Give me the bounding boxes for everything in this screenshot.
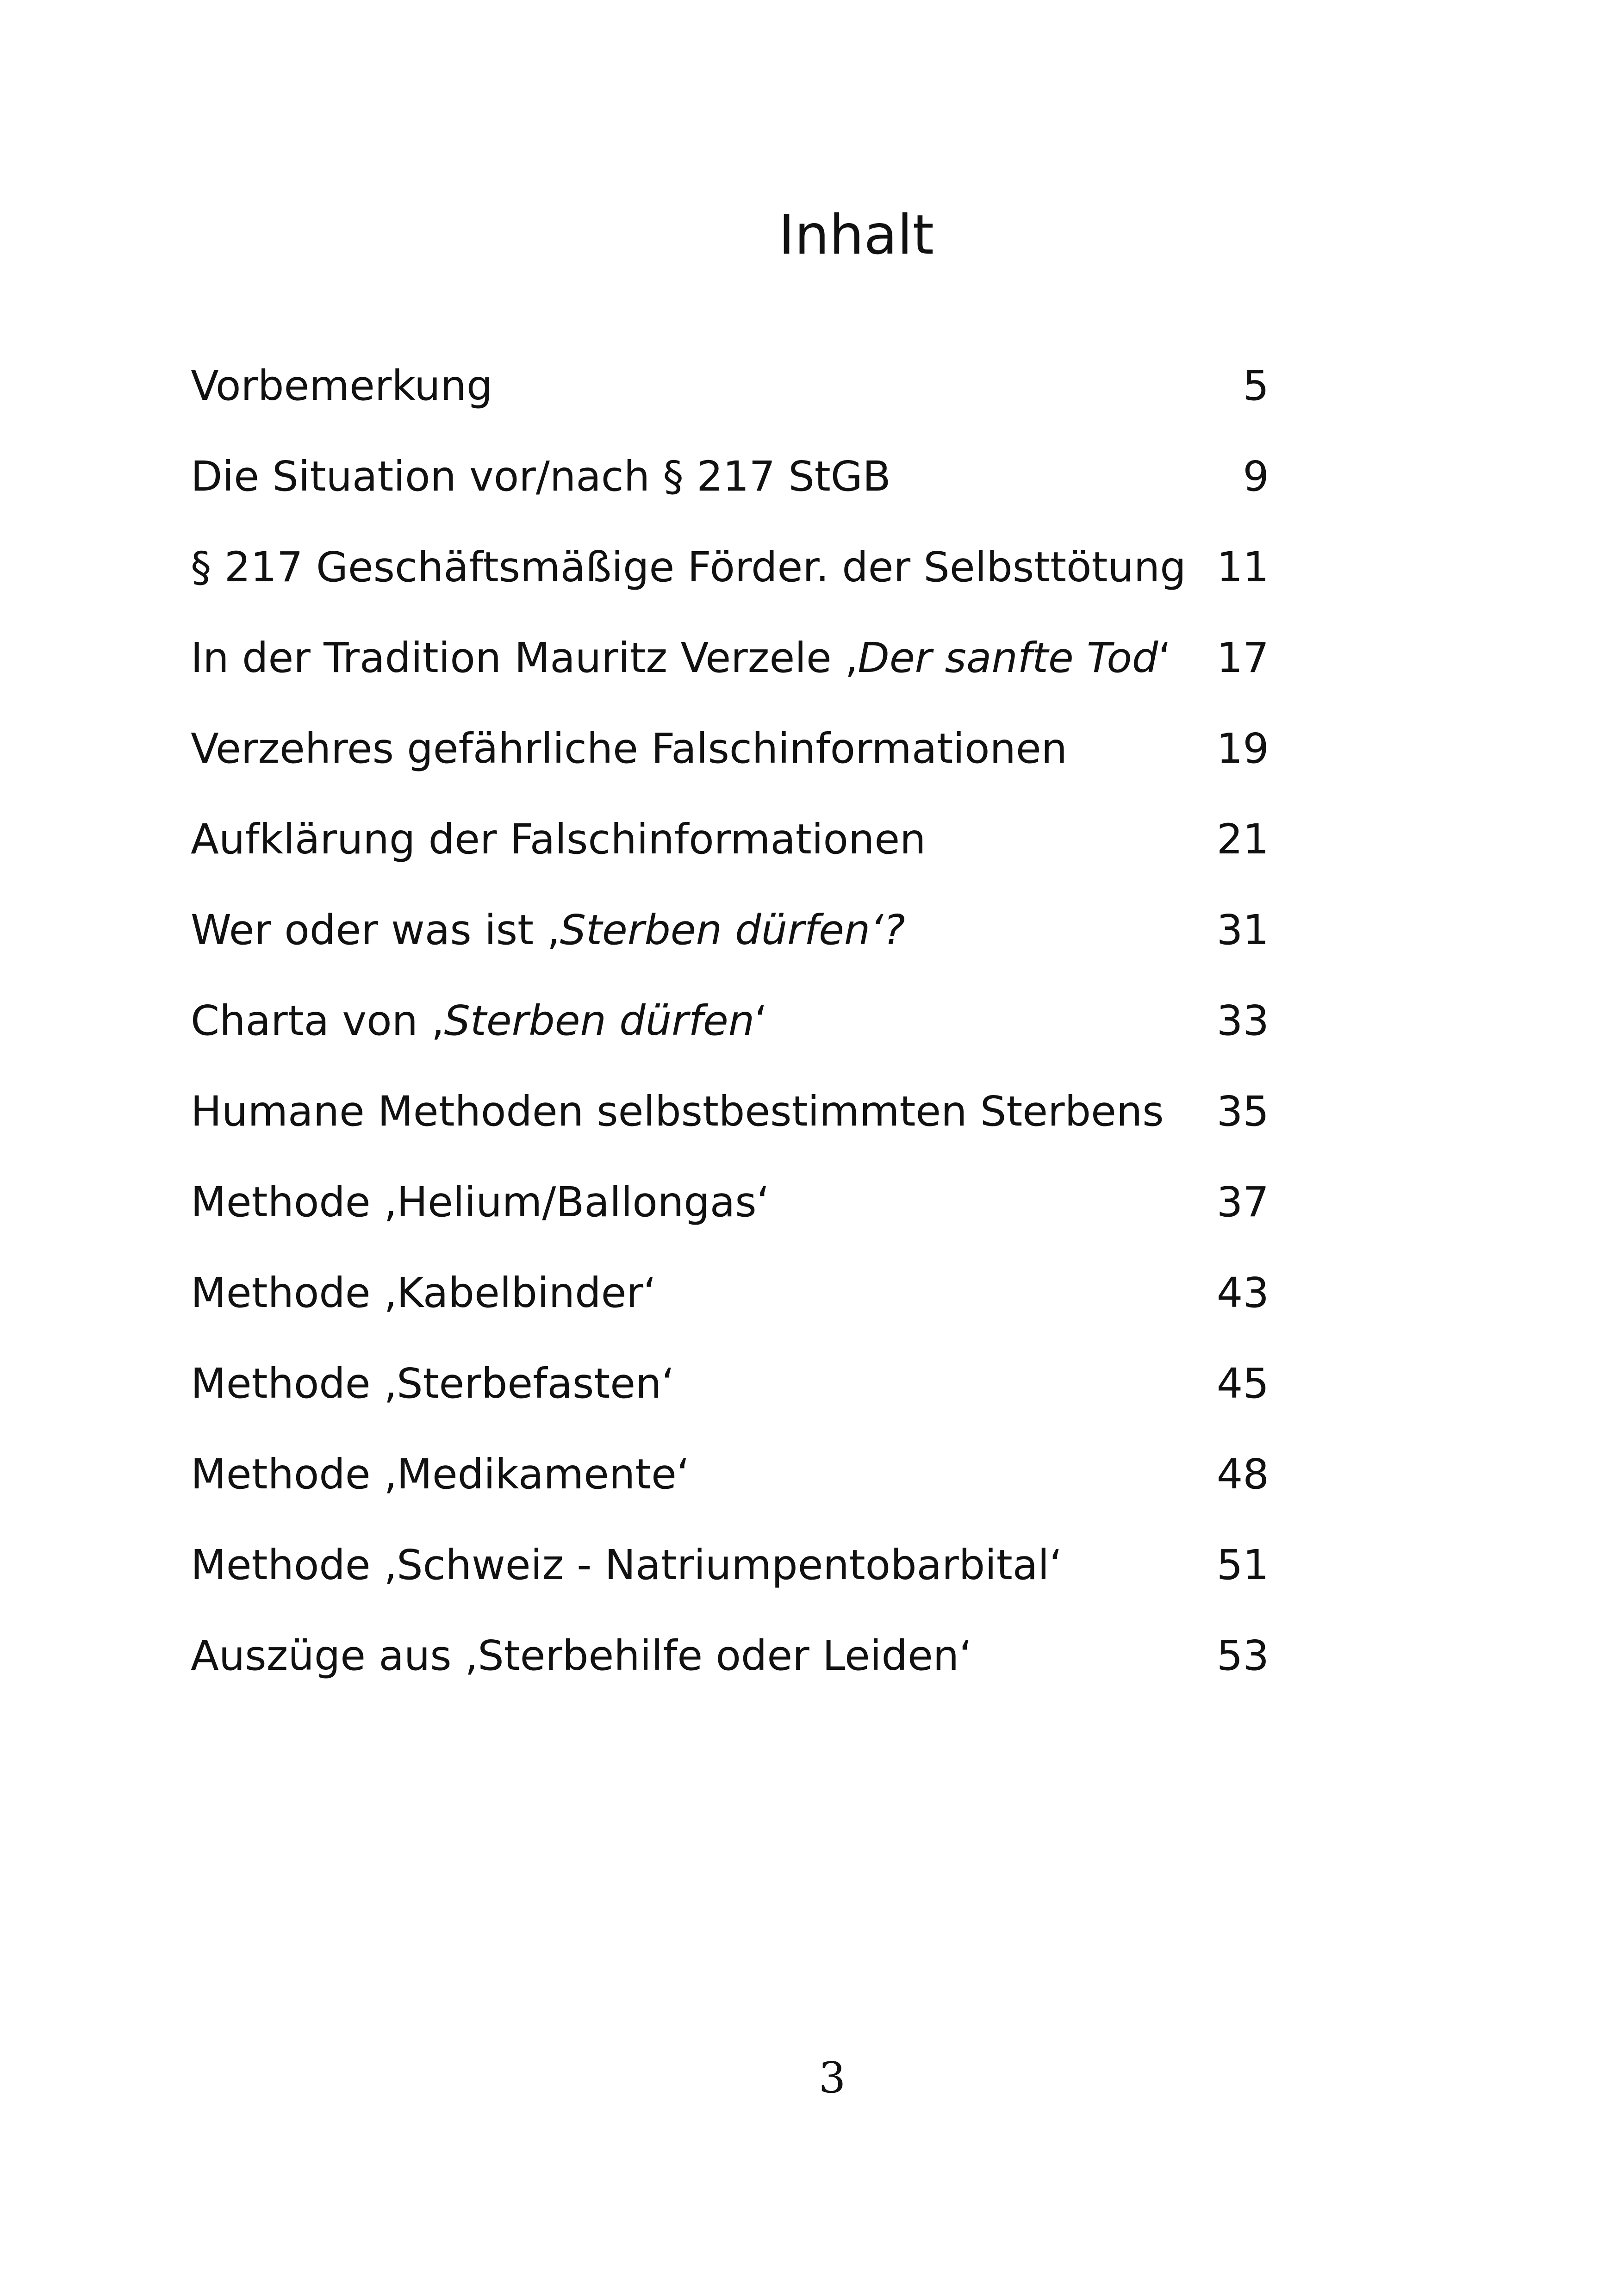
toc-entry-page: 31 <box>1216 906 1269 954</box>
toc-entry-page: 45 <box>1216 1359 1269 1407</box>
toc-entry <box>191 618 1269 709</box>
toc-entry <box>191 346 1269 437</box>
toc-entry-page: 11 <box>1216 543 1269 591</box>
toc-entry-title: Aufklärung der Falschinformationen <box>191 815 926 863</box>
toc-entry-title: § 217 Geschäftsmäßige Förder. der Selbsttötung <box>191 543 1186 591</box>
toc-entry <box>191 1253 1269 1344</box>
toc-entry-page: 19 <box>1216 724 1269 772</box>
toc-entry-title: Die Situation vor/nach § 217 StGB <box>191 452 891 500</box>
page-number: 3 <box>818 2053 846 2103</box>
toc-entry <box>191 1616 1269 1707</box>
toc-entry-page: 5 <box>1243 361 1269 410</box>
toc-entry-page: 21 <box>1216 815 1269 863</box>
toc-entry-page: 48 <box>1216 1450 1269 1498</box>
toc-entry <box>191 981 1269 1072</box>
toc-entry-title: In der Tradition Mauritz Verzele ‚Der sanfte Tod‘ <box>191 634 1171 682</box>
table-of-contents <box>191 346 1269 1707</box>
toc-entry-page: 37 <box>1216 1178 1269 1226</box>
toc-entry <box>191 1163 1269 1253</box>
toc-entry-page: 43 <box>1216 1269 1269 1317</box>
toc-entry-title: Methode ‚Medikamente‘ <box>191 1450 690 1498</box>
toc-entry-title: Wer oder was ist ‚Sterben dürfen‘? <box>191 906 905 954</box>
toc-entry <box>191 528 1269 618</box>
toc-entry <box>191 1072 1269 1163</box>
toc-entry-title: Verzehres gefährliche Falschinformationen <box>191 724 1068 772</box>
toc-entry-title: Methode ‚Sterbefasten‘ <box>191 1359 675 1407</box>
toc-entry <box>191 800 1269 890</box>
toc-entry <box>191 890 1269 981</box>
page-title: Inhalt <box>778 203 934 267</box>
toc-entry-page: 35 <box>1216 1087 1269 1135</box>
toc-entry-title: Humane Methoden selbstbestimmten Sterbens <box>191 1087 1164 1135</box>
toc-entry-title: Methode ‚Kabelbinder‘ <box>191 1269 657 1317</box>
toc-entry-page: 9 <box>1243 452 1269 500</box>
toc-entry-title: Auszüge aus ‚Sterbehilfe oder Leiden‘ <box>191 1631 972 1680</box>
toc-entry <box>191 709 1269 800</box>
toc-entry-page: 17 <box>1216 634 1269 682</box>
toc-entry-title: Vorbemerkung <box>191 361 493 410</box>
toc-entry <box>191 1344 1269 1435</box>
toc-entry-page: 51 <box>1216 1541 1269 1589</box>
toc-entry <box>191 437 1269 528</box>
toc-entry <box>191 1435 1269 1525</box>
toc-entry <box>191 1525 1269 1616</box>
toc-entry-page: 33 <box>1216 996 1269 1045</box>
toc-entry-title: Methode ‚Schweiz - Natriumpentobarbital‘ <box>191 1541 1063 1589</box>
toc-entry-page: 53 <box>1216 1631 1269 1680</box>
toc-entry-title: Methode ‚Helium/Ballongas‘ <box>191 1178 770 1226</box>
toc-entry-title: Charta von ‚Sterben dürfen‘ <box>191 996 768 1045</box>
